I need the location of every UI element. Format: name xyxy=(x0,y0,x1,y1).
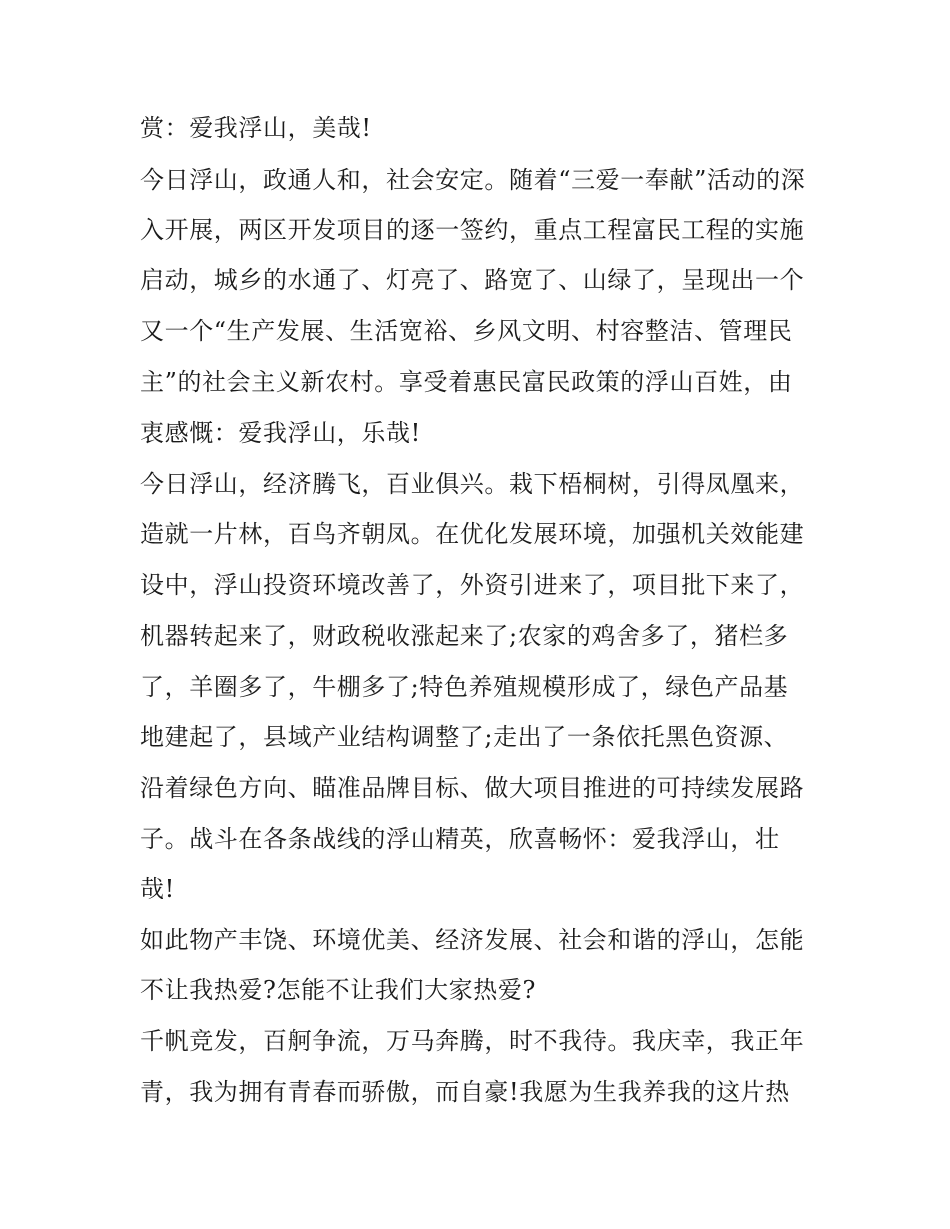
text-line: 千帆竞发，百舸争流，万马奔腾，时不我待。我庆幸，我正年 xyxy=(140,1027,805,1055)
text-line: 如此物产丰饶、环境优美、经济发展、社会和谐的浮山，怎能 xyxy=(140,926,805,954)
text-line: 衷感慨：爱我浮山，乐哉! xyxy=(140,419,421,447)
text-line: 哉! xyxy=(140,875,175,903)
text-line: 子。战斗在各条战线的浮山精英，欣喜畅怀：爱我浮山，壮 xyxy=(140,825,780,853)
text-line: 设中，浮山投资环境改善了，外资引进来了，项目批下来了， xyxy=(140,571,805,599)
text-line: 今日浮山，经济腾飞，百业俱兴。栽下梧桐树，引得凤凰来， xyxy=(140,470,805,498)
text-line: 沿着绿色方向、瞄准品牌目标、做大项目推进的可持续发展路 xyxy=(140,774,805,802)
text-line: 不让我热爱?怎能不让我们大家热爱? xyxy=(140,976,536,1004)
text-line: 青，我为拥有青春而骄傲，而自豪!我愿为生我养我的这片热 xyxy=(140,1078,790,1106)
text-line: 了，羊圈多了，牛棚多了;特色养殖规模形成了，绿色产品基 xyxy=(140,673,789,701)
text-line: 启动，城乡的水通了、灯亮了、路宽了、山绿了，呈现出一个 xyxy=(140,266,805,294)
text-line: 主”的社会主义新农村。享受着惠民富民政策的浮山百姓，由 xyxy=(140,368,793,396)
text-line: 机器转起来了，财政税收涨起来了;农家的鸡舍多了，猪栏多 xyxy=(140,622,789,650)
text-line: 今日浮山，政通人和，社会安定。随着“三爱一奉献”活动的深 xyxy=(140,166,806,194)
text-line: 又一个“生产发展、生活宽裕、乡风文明、村容整洁、管理民 xyxy=(140,317,793,345)
text-line: 赏：爱我浮山，美哉! xyxy=(140,114,372,142)
text-line: 造就一片林，百鸟齐朝凤。在优化发展环境，加强机关效能建 xyxy=(140,520,805,548)
text-line: 地建起了，县域产业结构调整了;走出了一条依托黑色资源、 xyxy=(140,723,789,751)
text-line: 入开展，两区开发项目的逐一签约，重点工程富民工程的实施 xyxy=(140,216,805,244)
